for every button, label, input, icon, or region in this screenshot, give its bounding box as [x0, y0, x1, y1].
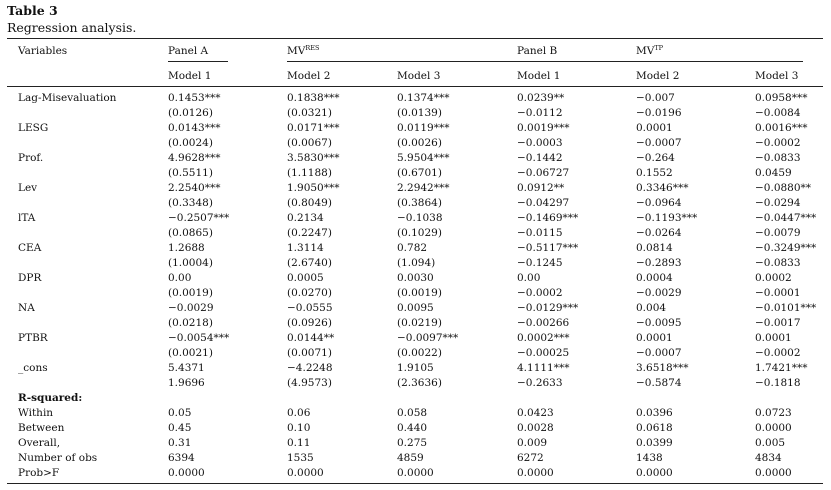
table-cell: 3.6518***: [636, 362, 689, 374]
table-cell: 0.0028: [517, 422, 554, 434]
table-cell: 0.0000: [287, 467, 324, 479]
table-cell: (2.6740): [287, 257, 332, 269]
table-cell: −0.3249***: [755, 242, 817, 254]
model-header: Model 2: [287, 70, 331, 82]
group-superscript: RES: [305, 44, 320, 52]
table-cell: 0.0459: [755, 167, 792, 179]
row-label: Within: [18, 407, 54, 419]
table-cell: 0.0001: [636, 332, 673, 344]
table-cell: 0.275: [397, 437, 428, 449]
table-cell: −0.0007: [636, 347, 682, 359]
model-header: Model 1: [517, 70, 561, 82]
table-cell: 4859: [397, 452, 424, 464]
table-cell: 0.0000: [755, 422, 792, 434]
table-cell: −0.1038: [397, 212, 443, 224]
table-cell: (0.0022): [397, 347, 442, 359]
group-underline-panel-b: [517, 61, 575, 62]
table-cell: (0.0126): [168, 107, 213, 119]
table-cell: 0.0005: [287, 272, 324, 284]
table-cell: 0.0396: [636, 407, 673, 419]
table-cell: 0.0399: [636, 437, 673, 449]
group-header-panel-a: [168, 45, 208, 57]
table-cell: 0.0000: [517, 467, 554, 479]
table-cell: 0.782: [397, 242, 428, 254]
table-cell: 0.009: [517, 437, 548, 449]
table-caption: Regression analysis.: [7, 20, 137, 35]
table-cell: (0.2247): [287, 227, 332, 239]
table-cell: 3.5830***: [287, 152, 340, 164]
group-superscript: TP: [654, 44, 664, 52]
row-label: Number of obs: [18, 452, 98, 464]
table-cell: −0.5117***: [517, 242, 579, 254]
table-cell: 0.0030: [397, 272, 434, 284]
row-label: LESG: [18, 122, 49, 134]
table-cell: 0.058: [397, 407, 428, 419]
row-label: Prob>F: [18, 467, 60, 479]
table-cell: (0.0067): [287, 137, 332, 149]
group-label: Panel B: [517, 45, 558, 57]
variables-header: Variables: [18, 45, 68, 57]
top-rule: [7, 38, 823, 39]
table-cell: −0.00025: [517, 347, 570, 359]
table-cell: 0.0004: [636, 272, 673, 284]
table-cell: −0.5874: [636, 377, 682, 389]
group-underline-panel-a: [168, 61, 228, 62]
table-cell: −0.1818: [755, 377, 801, 389]
group-header-panel-b: [517, 45, 557, 57]
table-cell: 1.9696: [168, 377, 205, 389]
table-cell: 5.9504***: [397, 152, 450, 164]
table-cell: (0.3348): [168, 197, 213, 209]
table-cell: 0.05: [168, 407, 192, 419]
table-cell: (4.9573): [287, 377, 332, 389]
model-header: Model 3: [755, 70, 799, 82]
table-cell: (0.0219): [397, 317, 442, 329]
table-cell: −0.0002: [517, 287, 563, 299]
table-cell: 0.0618: [636, 422, 673, 434]
table-cell: 2.2942***: [397, 182, 450, 194]
table-cell: 0.11: [287, 437, 311, 449]
table-cell: −0.0029: [168, 302, 214, 314]
table-cell: 0.00: [517, 272, 541, 284]
row-label: CEA: [18, 242, 42, 254]
table-cell: 0.0958***: [755, 92, 808, 104]
table-cell: −0.04297: [517, 197, 570, 209]
table-cell: (0.8049): [287, 197, 332, 209]
table-cell: 0.0144**: [287, 332, 335, 344]
table-cell: (1.1188): [287, 167, 332, 179]
table-cell: 0.2134: [287, 212, 324, 224]
table-cell: −0.0003: [517, 137, 563, 149]
table-cell: (0.0270): [287, 287, 332, 299]
group-label: MV: [287, 45, 306, 57]
table-cell: 2.2540***: [168, 182, 221, 194]
table-cell: (0.0139): [397, 107, 442, 119]
table-cell: (0.1029): [397, 227, 442, 239]
model-header: Model 2: [636, 70, 680, 82]
row-label: Lag-Misevaluation: [18, 92, 117, 104]
row-label: Lev: [18, 182, 38, 194]
group-header-mv-tp: [636, 45, 663, 57]
group-label: MV: [636, 45, 655, 57]
table-cell: −0.1245: [517, 257, 563, 269]
table-cell: 0.0814: [636, 242, 673, 254]
table-cell: −0.00266: [517, 317, 570, 329]
table-cell: (0.0021): [168, 347, 213, 359]
table-cell: −0.0964: [636, 197, 682, 209]
table-cell: 4.9628***: [168, 152, 221, 164]
table-cell: 0.0000: [636, 467, 673, 479]
table-cell: −0.0007: [636, 137, 682, 149]
table-cell: 0.10: [287, 422, 311, 434]
table-cell: 0.00: [168, 272, 192, 284]
table-cell: 1.9050***: [287, 182, 340, 194]
table-cell: −0.2507***: [168, 212, 230, 224]
table-cell: −0.0555: [287, 302, 333, 314]
table-cell: 1.2688: [168, 242, 205, 254]
table-cell: −0.0002: [755, 347, 801, 359]
table-cell: (0.0321): [287, 107, 332, 119]
table-cell: 0.0001: [755, 332, 792, 344]
table-cell: 0.1838***: [287, 92, 340, 104]
table-cell: 6272: [517, 452, 544, 464]
group-header-mv-res: [287, 45, 319, 57]
row-label: lTA: [18, 212, 36, 224]
table-cell: −0.0447***: [755, 212, 817, 224]
table-cell: 5.4371: [168, 362, 205, 374]
table-cell: −0.0017: [755, 317, 801, 329]
model-header: Model 1: [168, 70, 212, 82]
table-cell: 0.005: [755, 437, 786, 449]
table-cell: (0.3864): [397, 197, 442, 209]
table-cell: −0.0264: [636, 227, 682, 239]
table-cell: (0.0019): [168, 287, 213, 299]
table-cell: 0.0423: [517, 407, 554, 419]
table-cell: 0.0001: [636, 122, 673, 134]
table-cell: 0.31: [168, 437, 192, 449]
table-cell: 1438: [636, 452, 663, 464]
table-cell: 0.0095: [397, 302, 434, 314]
row-label: DPR: [18, 272, 42, 284]
table-cell: 0.06: [287, 407, 311, 419]
table-cell: 0.1552: [636, 167, 673, 179]
table-cell: 4.1111***: [517, 362, 570, 374]
table-cell: −4.2248: [287, 362, 333, 374]
table-cell: −0.2893: [636, 257, 682, 269]
row-label: Overall,: [18, 437, 61, 449]
table-cell: 6394: [168, 452, 195, 464]
table-cell: −0.0833: [755, 257, 801, 269]
table-cell: −0.0097***: [397, 332, 459, 344]
table-cell: 0.0019***: [517, 122, 570, 134]
table-cell: 0.1453***: [168, 92, 221, 104]
table-cell: −0.1193***: [636, 212, 698, 224]
table-cell: −0.0095: [636, 317, 682, 329]
table-cell: 0.0016***: [755, 122, 808, 134]
table-cell: 0.0723: [755, 407, 792, 419]
table-cell: −0.0084: [755, 107, 801, 119]
table-cell: (0.6701): [397, 167, 442, 179]
table-cell: 1.3114: [287, 242, 324, 254]
table-cell: −0.0079: [755, 227, 801, 239]
table-cell: −0.0001: [755, 287, 801, 299]
table-cell: 0.0239**: [517, 92, 565, 104]
table-cell: (0.0026): [397, 137, 442, 149]
table-cell: −0.0294: [755, 197, 801, 209]
table-cell: −0.0112: [517, 107, 563, 119]
row-label: Prof.: [18, 152, 44, 164]
table-cell: −0.0002: [755, 137, 801, 149]
table-cell: 1.9105: [397, 362, 434, 374]
table-cell: 0.440: [397, 422, 428, 434]
row-label: Between: [18, 422, 65, 434]
table-cell: −0.007: [636, 92, 675, 104]
model-header: Model 3: [397, 70, 441, 82]
table-cell: (1.0004): [168, 257, 213, 269]
table-cell: 0.0143***: [168, 122, 221, 134]
table-cell: 0.004: [636, 302, 667, 314]
table-cell: −0.0101***: [755, 302, 817, 314]
table-cell: 0.0171***: [287, 122, 340, 134]
table-cell: 0.0000: [397, 467, 434, 479]
table-cell: −0.0196: [636, 107, 682, 119]
table-cell: −0.2633: [517, 377, 563, 389]
row-label: NA: [18, 302, 35, 314]
table-cell: −0.0880**: [755, 182, 812, 194]
table-cell: 0.0002***: [517, 332, 570, 344]
row-label: PTBR: [18, 332, 48, 344]
table-cell: −0.0833: [755, 152, 801, 164]
table-cell: 0.1374***: [397, 92, 450, 104]
table-cell: 4834: [755, 452, 782, 464]
table-cell: −0.0115: [517, 227, 563, 239]
table-cell: 0.0119***: [397, 122, 450, 134]
table-cell: (0.0865): [168, 227, 213, 239]
group-label: Panel A: [168, 45, 209, 57]
table-cell: (0.5511): [168, 167, 213, 179]
table-cell: 0.45: [168, 422, 192, 434]
table-cell: −0.1469***: [517, 212, 579, 224]
table-cell: −0.0029: [636, 287, 682, 299]
table-cell: (0.0218): [168, 317, 213, 329]
row-label: R-squared:: [18, 392, 83, 404]
row-label: _cons: [18, 362, 48, 374]
table-cell: 0.0912**: [517, 182, 565, 194]
header-rule: [7, 86, 823, 87]
table-cell: (0.0926): [287, 317, 332, 329]
table-cell: 0.0002: [755, 272, 792, 284]
table-number: Table 3: [7, 3, 58, 18]
table-cell: 0.3346***: [636, 182, 689, 194]
table-cell: 0.0000: [168, 467, 205, 479]
table-cell: −0.0129***: [517, 302, 579, 314]
bottom-rule: [7, 483, 823, 484]
table-cell: (0.0071): [287, 347, 332, 359]
table-cell: −0.264: [636, 152, 675, 164]
table-cell: (1.094): [397, 257, 436, 269]
table-cell: (0.0019): [397, 287, 442, 299]
table-cell: (0.0024): [168, 137, 213, 149]
table-cell: −0.06727: [517, 167, 570, 179]
table-cell: 0.0000: [755, 467, 792, 479]
table-cell: −0.1442: [517, 152, 563, 164]
table-cell: (2.3636): [397, 377, 442, 389]
table-cell: 1.7421***: [755, 362, 808, 374]
table-cell: −0.0054***: [168, 332, 230, 344]
table-cell: 1535: [287, 452, 314, 464]
